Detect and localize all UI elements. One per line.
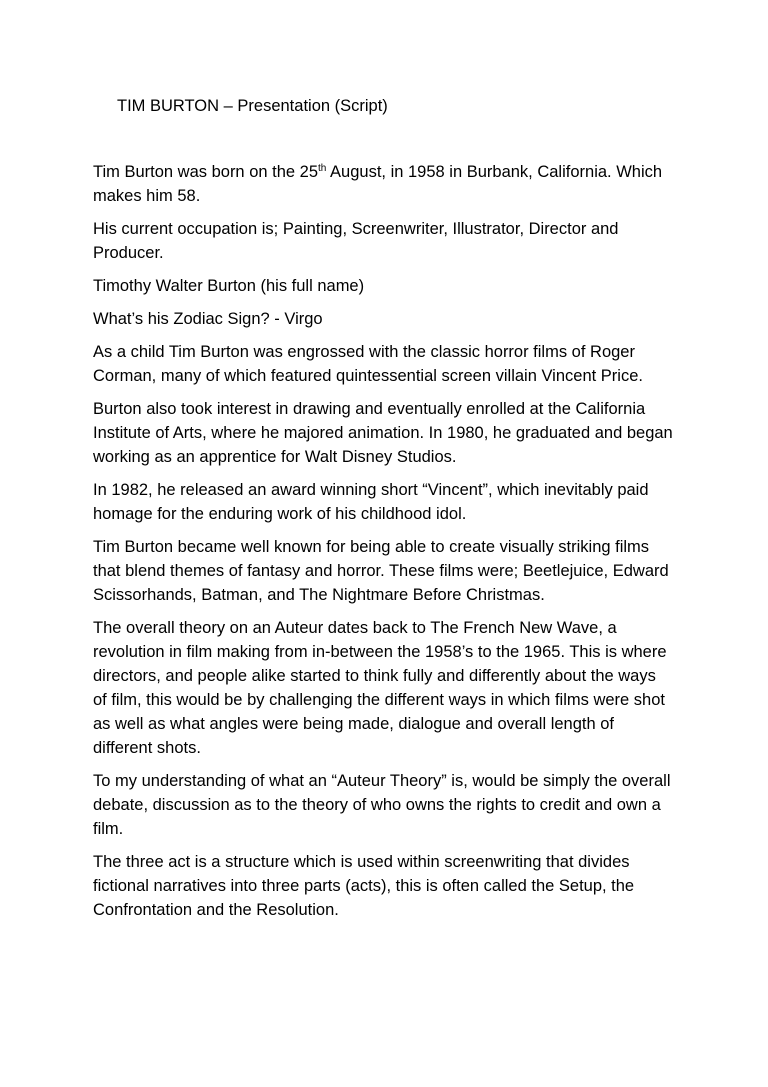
paragraph-three-act: The three act is a structure which is used within screenwriting that divides fictional narratives into three parts (acts), this is often called the Setup, the Confrontation and the Resolution. — [93, 853, 635, 919]
birth-text-end: August, in 1958 in Burbank, California. Which makes him 58. — [93, 163, 663, 205]
paragraph-zodiac: What’s his Zodiac Sign? - Virgo — [93, 310, 323, 328]
birth-text-start: Tim Burton was born on the 25 — [93, 163, 319, 181]
paragraph-films: Tim Burton became well known for being able to create visually striking films that blend themes of fantasy and horror. These films were; Beetlejuice, Edward Scissorhands, Batman, and The Nightmare Before Christmas. — [93, 538, 669, 604]
paragraph-auteur-theory: To my understanding of what an “Auteur Theory” is, would be simply the overall debate, discussion as to the theory of who owns the rights to credit and own a film. — [93, 772, 671, 838]
paragraph-education: Burton also took interest in drawing and eventually enrolled at the California Institute of Arts, where he majored animation. In 1980, he graduated and began working as an apprentice for Walt Disney Studios. — [93, 400, 673, 466]
paragraph-full-name: Timothy Walter Burton (his full name) — [93, 277, 365, 295]
document-body — [93, 160, 673, 931]
ordinal-suffix: th — [318, 163, 327, 174]
paragraph-childhood: As a child Tim Burton was engrossed with the classic horror films of Roger Corman, many of which featured quintessential screen villain Vincent Price. — [93, 343, 643, 385]
paragraph-vincent: In 1982, he released an award winning short “Vincent”, which inevitably paid homage for the enduring work of his childhood idol. — [93, 481, 649, 523]
paragraph-birth — [93, 160, 673, 208]
paragraph-occupation: His current occupation is; Painting, Screenwriter, Illustrator, Director and Producer. — [93, 220, 619, 262]
document-title: TIM BURTON – Presentation (Script) — [117, 97, 388, 115]
paragraph-auteur-history: The overall theory on an Auteur dates back to The French New Wave, a revolution in film making from in-between the 1958’s to the 1965. This is where directors, and people alike started to think fully and differently about the ways of film, this would be by challenging the different ways in which films were shot as well as what angles were being made, dialogue and overall length of different shots. — [93, 619, 667, 757]
